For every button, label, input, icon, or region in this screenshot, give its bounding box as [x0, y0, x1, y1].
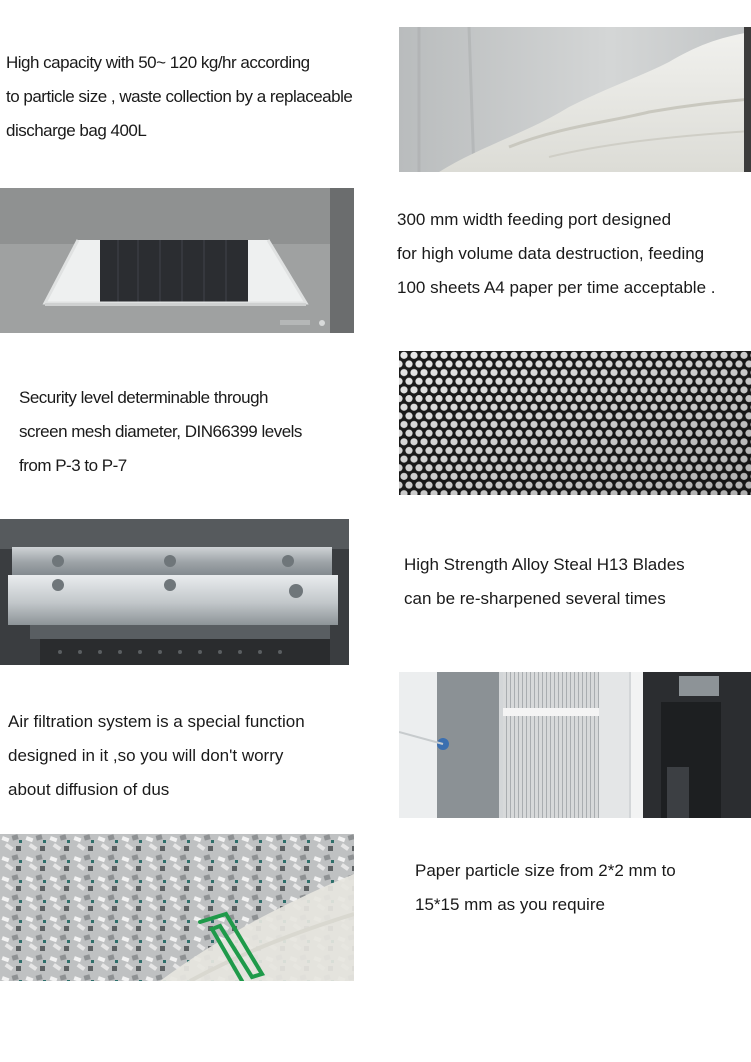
feeding-port-line-3: 100 sheets A4 paper per time acceptable . — [397, 278, 716, 297]
feeding-port-line-1: 300 mm width feeding port designed — [397, 210, 672, 229]
air-filtration-line-1: Air filtration system is a special function — [8, 712, 305, 731]
particle-size-line-1: Paper particle size from 2*2 mm to — [415, 861, 676, 880]
capacity-line-2: to particle size , waste collection by a replaceable — [6, 87, 353, 106]
capacity-text — [6, 46, 352, 148]
security-line-2: screen mesh diameter, DIN66399 levels — [19, 422, 302, 441]
feeding-port-line-2: for high volume data destruction, feeding — [397, 244, 705, 263]
paper-particles-photo — [0, 834, 354, 981]
feeding-port-text — [397, 203, 715, 305]
security-line-1: Security level determinable through — [19, 388, 268, 407]
capacity-line-3: discharge bag 400L — [6, 121, 147, 140]
security-line-3: from P-3 to P-7 — [19, 456, 127, 475]
capacity-line-1: High capacity with 50~ 120 kg/hr according — [6, 53, 310, 72]
blades-line-1: High Strength Alloy Steal H13 Blades — [404, 555, 685, 574]
air-filtration-line-3: about diffusion of dus — [8, 780, 170, 799]
particle-size-text — [415, 854, 676, 922]
blades-photo — [0, 519, 349, 665]
particle-size-line-2: 15*15 mm as you require — [415, 895, 605, 914]
feeding-port-photo — [0, 188, 354, 333]
security-level-text — [19, 381, 302, 483]
air-filtration-line-2: designed in it ,so you will don't worry — [8, 746, 284, 765]
screen-mesh-photo — [399, 351, 751, 495]
shredded-paper-dust-photo — [399, 27, 751, 172]
air-filter-photo — [399, 672, 751, 818]
blades-text — [404, 548, 685, 616]
air-filtration-text — [8, 705, 305, 807]
blades-line-2: can be re-sharpened several times — [404, 589, 666, 608]
